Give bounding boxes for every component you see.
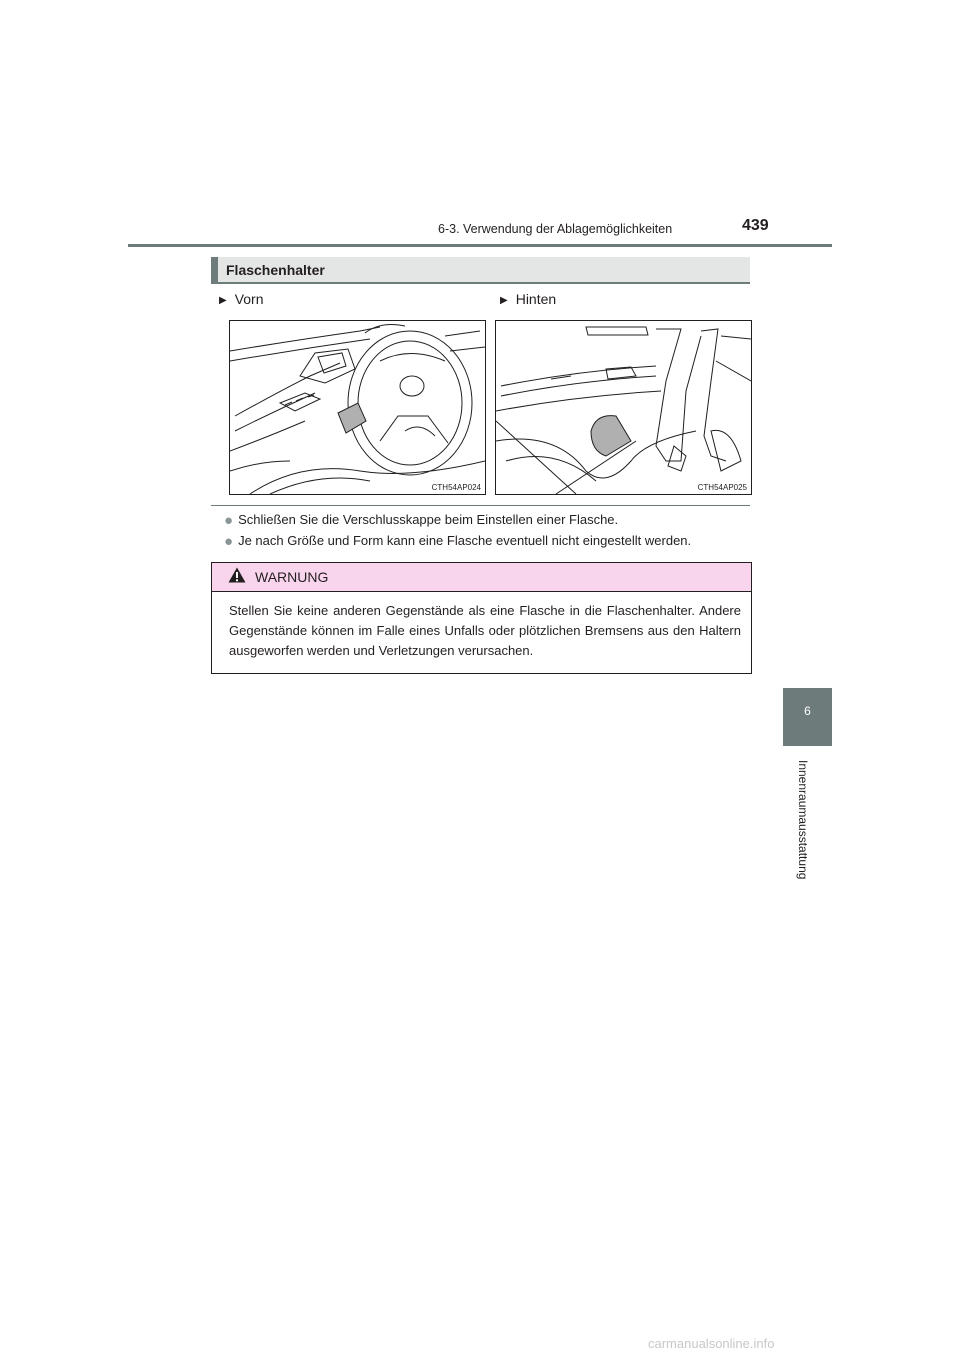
figure-label-rear	[500, 291, 556, 307]
section-divider	[211, 505, 750, 506]
list-item-text: Schließen Sie die Verschlusskappe beim Einstellen einer Flasche.	[238, 512, 619, 527]
warning-body: Stellen Sie keine anderen Gegenstände als eine Flasche in die Flaschenhalter. Andere Gegenstände können im Falle eines Unfalls oder plötzlichen Bremsens aus den Haltern ausgeworfen werden und Verletzungen verursachen.	[229, 603, 741, 658]
bullet-dot-icon: ●	[224, 512, 234, 529]
bottle-holder-highlight	[591, 416, 631, 456]
warning-title: WARNUNG	[255, 569, 329, 585]
section-heading-accent	[211, 257, 218, 284]
figure-label-front	[219, 291, 264, 307]
watermark: carmanualsonline.info	[648, 1336, 775, 1351]
section-title: Flaschenhalter	[226, 262, 325, 278]
figure-label-front-text: Vorn	[234, 291, 264, 307]
chapter-number: 6	[804, 704, 811, 718]
header-section-path: 6-3. Verwendung der Ablagemöglichkeiten	[438, 222, 673, 236]
bullet-dot-icon: ●	[224, 533, 234, 550]
header-rule	[128, 244, 832, 247]
figure-front-code: CTH54AP024	[431, 483, 481, 492]
warning-triangle-icon	[228, 567, 246, 583]
list-item	[224, 532, 691, 549]
front-door-illustration	[230, 321, 485, 494]
list-item	[224, 511, 618, 528]
chapter-label: Innenraumausstattung	[796, 760, 810, 880]
page-number: 439	[742, 217, 769, 234]
triangle-right-icon: ▶	[219, 295, 227, 306]
figure-rear-bottle-holder	[495, 320, 752, 495]
figure-front-bottle-holder	[229, 320, 486, 495]
list-item-text: Je nach Größe und Form kann eine Flasche eventuell nicht eingestellt werden.	[238, 533, 692, 548]
figure-rear-code: CTH54AP025	[697, 483, 747, 492]
rear-door-illustration	[496, 321, 751, 494]
bottle-holder-highlight	[338, 403, 366, 433]
triangle-right-icon: ▶	[500, 295, 508, 306]
figure-label-rear-text: Hinten	[515, 291, 557, 307]
